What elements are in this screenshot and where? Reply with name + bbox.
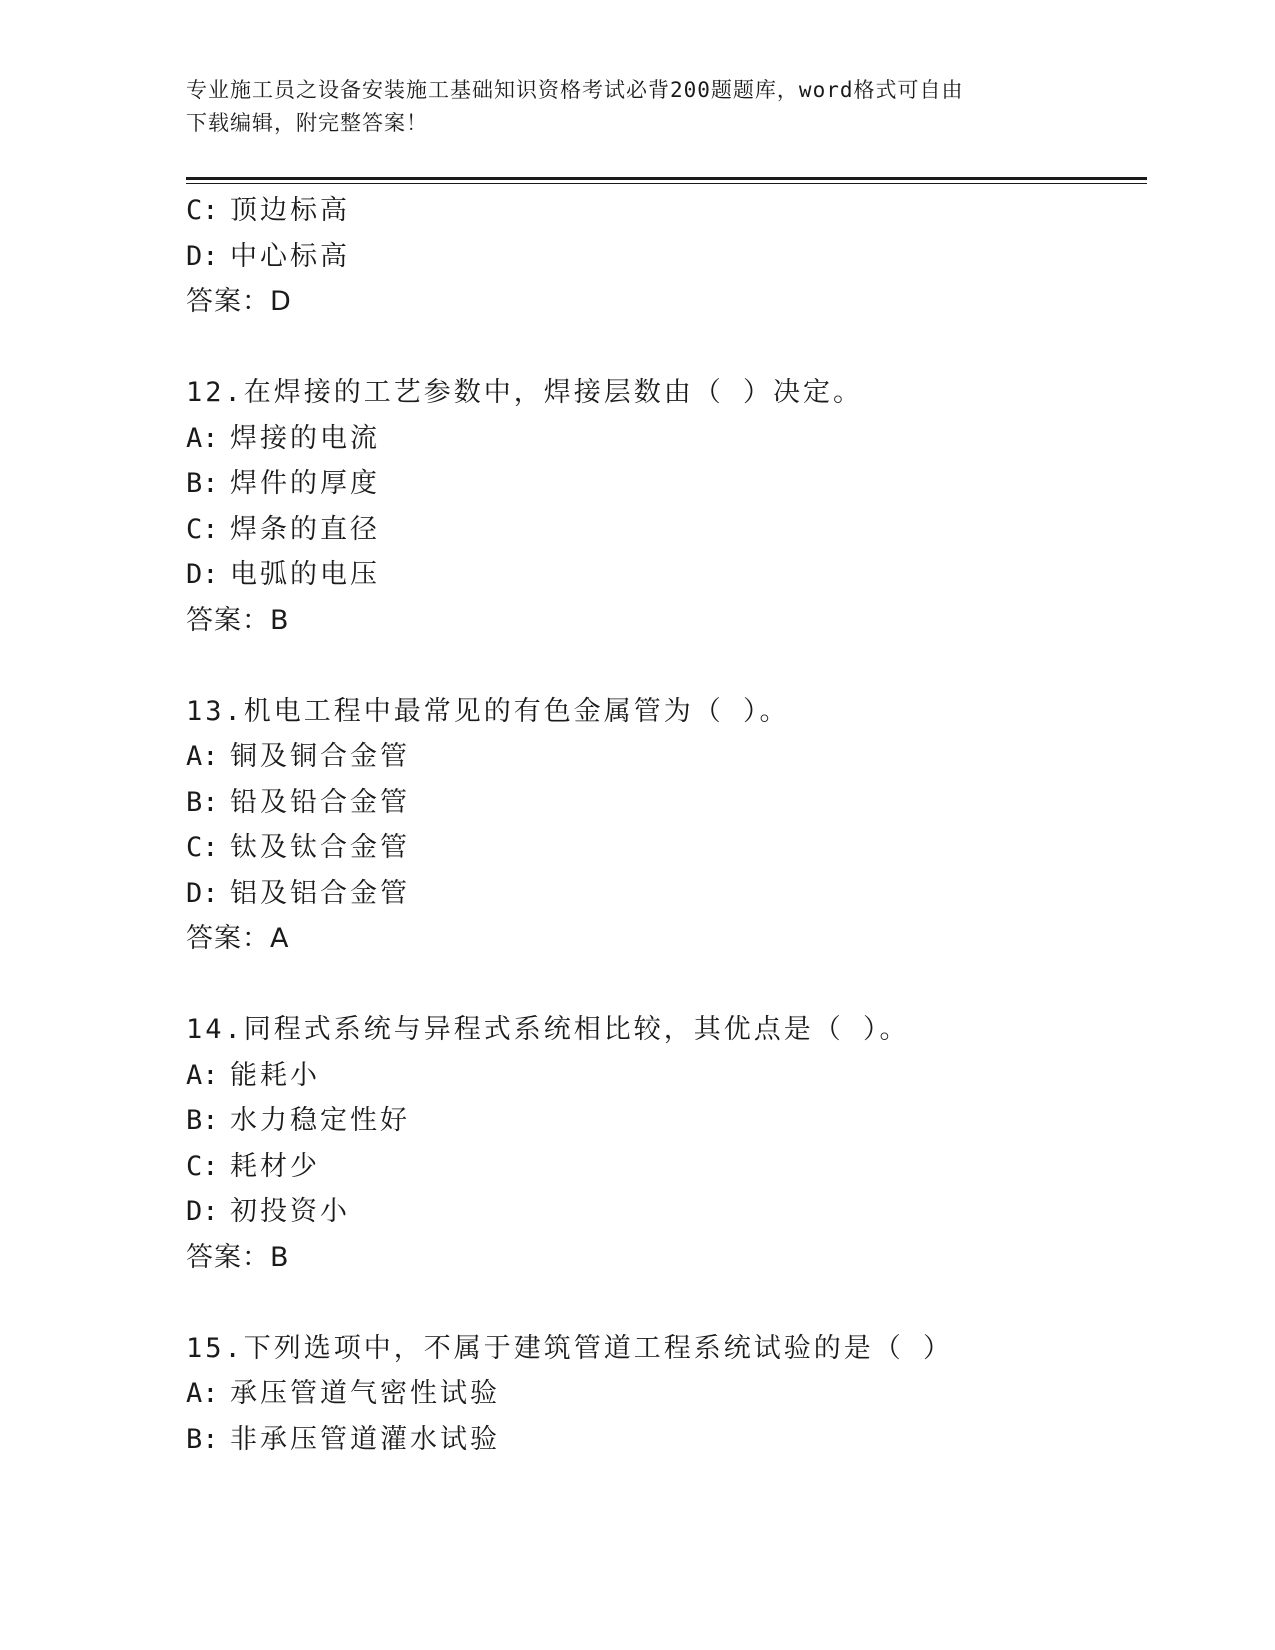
question-13 bbox=[186, 689, 1146, 1008]
question-12 bbox=[186, 370, 1146, 689]
option-a bbox=[186, 1371, 1146, 1417]
option-text: 承压管道气密性试验 bbox=[230, 1378, 500, 1409]
option-text: 铅及铅合金管 bbox=[230, 786, 410, 818]
option-letter: A: bbox=[186, 1378, 219, 1409]
option-text: 中心标高 bbox=[230, 240, 350, 272]
option-text: 耗材少 bbox=[230, 1150, 320, 1182]
option-c bbox=[186, 1144, 1146, 1190]
option-letter: B: bbox=[186, 1105, 219, 1136]
spacer bbox=[186, 325, 1146, 371]
question-stem: 15.下列选项中，不属于建筑管道工程系统试验的是（ ） bbox=[186, 1332, 954, 1364]
option-b bbox=[186, 1098, 1146, 1144]
option-letter: C: bbox=[186, 1150, 219, 1182]
question-stem: 14.同程式系统与异程式系统相比较，其优点是（ ）。 bbox=[186, 1014, 910, 1045]
option-a bbox=[186, 734, 1146, 780]
option-letter: C: bbox=[186, 195, 219, 226]
option-a bbox=[186, 1053, 1146, 1099]
spacer bbox=[186, 962, 1146, 1008]
option-text: 铝及铝合金管 bbox=[230, 877, 410, 909]
option-d bbox=[186, 234, 1146, 280]
option-letter: B: bbox=[186, 1423, 219, 1455]
option-d bbox=[186, 552, 1146, 598]
question-stem: 13.机电工程中最常见的有色金属管为（ ）。 bbox=[186, 695, 790, 727]
option-text: 钛及钛合金管 bbox=[230, 832, 410, 863]
option-text: 水力稳定性好 bbox=[230, 1105, 410, 1136]
option-text: 能耗小 bbox=[230, 1059, 320, 1091]
question-11-fragment bbox=[186, 188, 1146, 370]
option-text: 焊条的直径 bbox=[230, 513, 380, 545]
option-c bbox=[186, 188, 1146, 234]
question-14 bbox=[186, 1007, 1146, 1326]
option-b bbox=[186, 461, 1146, 507]
option-letter: D: bbox=[186, 1196, 219, 1227]
question-15 bbox=[186, 1326, 1146, 1463]
option-letter: A: bbox=[186, 741, 219, 772]
answer-line: 答案：B bbox=[186, 1241, 290, 1273]
option-letter: B: bbox=[186, 786, 219, 818]
document-header bbox=[186, 74, 1066, 140]
option-letter: A: bbox=[186, 422, 219, 454]
question-stem: 12.在焊接的工艺参数中，焊接层数由（ ）决定。 bbox=[186, 377, 864, 408]
option-c bbox=[186, 507, 1146, 553]
option-text: 铜及铜合金管 bbox=[230, 741, 410, 772]
option-c bbox=[186, 825, 1146, 871]
answer-line: 答案：A bbox=[186, 923, 290, 954]
spacer bbox=[186, 643, 1146, 689]
option-letter: C: bbox=[186, 832, 219, 863]
option-text: 电弧的电压 bbox=[230, 559, 380, 590]
header-divider-thick bbox=[186, 177, 1147, 180]
option-letter: D: bbox=[186, 559, 219, 590]
option-letter: B: bbox=[186, 468, 219, 499]
header-line-1: 专业施工员之设备安装施工基础知识资格考试必背200题题库，word格式可自由 bbox=[186, 78, 964, 102]
option-d bbox=[186, 1189, 1146, 1235]
answer-line: 答案：B bbox=[186, 604, 290, 636]
option-d bbox=[186, 871, 1146, 917]
option-b bbox=[186, 780, 1146, 826]
spacer bbox=[186, 1280, 1146, 1326]
answer-line: 答案：D bbox=[186, 286, 292, 317]
option-text: 焊件的厚度 bbox=[230, 468, 380, 499]
option-text: 焊接的电流 bbox=[230, 422, 380, 454]
option-text: 非承压管道灌水试验 bbox=[230, 1423, 500, 1455]
header-divider-thin bbox=[186, 183, 1147, 184]
option-b bbox=[186, 1417, 1146, 1463]
option-letter: C: bbox=[186, 513, 219, 545]
option-text: 顶边标高 bbox=[230, 195, 350, 226]
question-list bbox=[186, 188, 1146, 1462]
option-letter: A: bbox=[186, 1059, 219, 1091]
option-text: 初投资小 bbox=[230, 1196, 350, 1227]
header-line-2: 下载编辑，附完整答案！ bbox=[186, 111, 428, 135]
option-a bbox=[186, 416, 1146, 462]
option-letter: D: bbox=[186, 877, 219, 909]
option-letter: D: bbox=[186, 240, 219, 272]
